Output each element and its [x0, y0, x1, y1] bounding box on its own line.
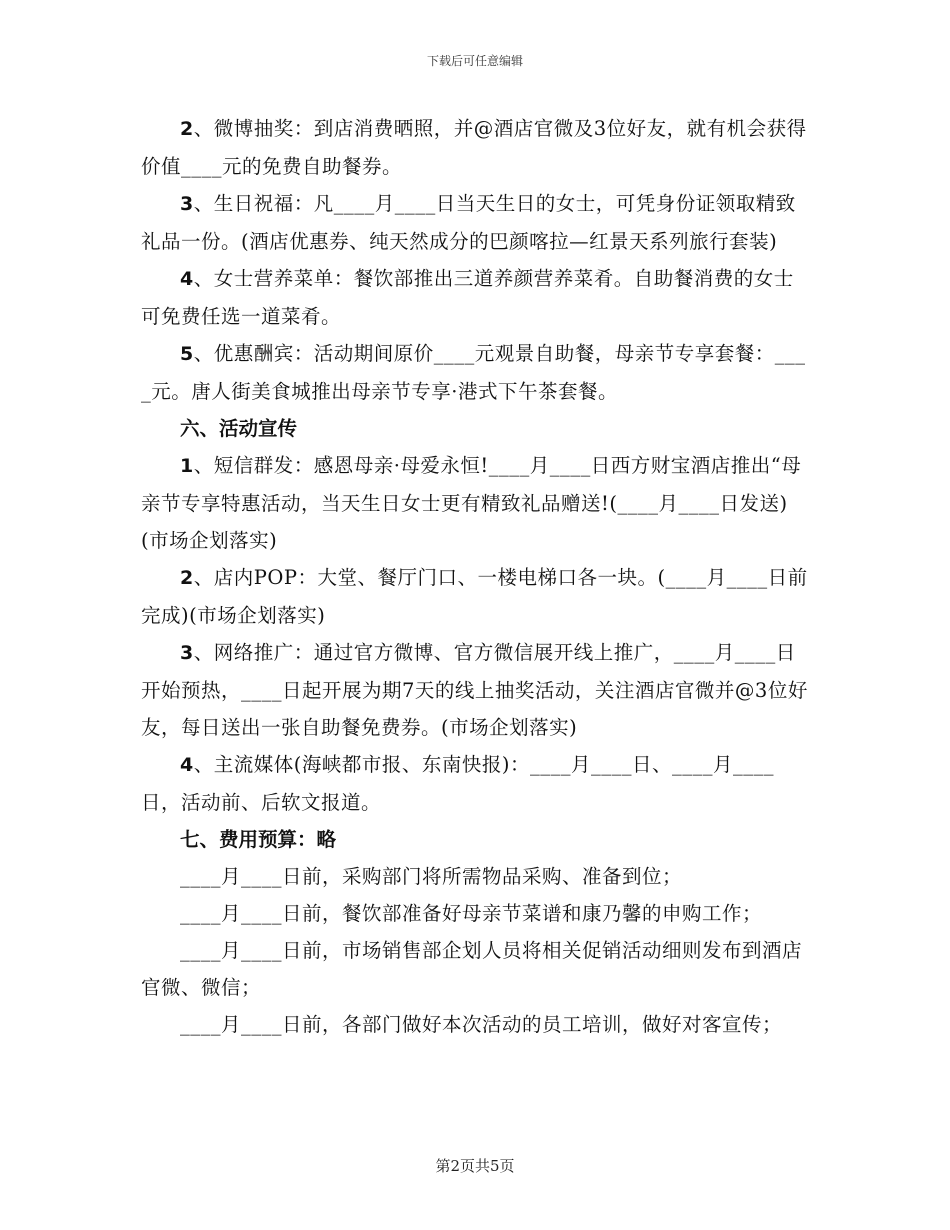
document-body	[141, 110, 813, 1043]
item-number: 3	[180, 193, 194, 215]
item-number: 1	[180, 455, 194, 477]
paragraph-online	[141, 634, 813, 746]
page-header: 下载后可任意编辑	[426, 54, 523, 68]
schedule-item: ____月____日前，餐饮部准备好母亲节菜谱和康乃馨的申购工作；	[180, 902, 763, 925]
page-footer: 第2页共5页	[435, 1157, 515, 1175]
section-heading-budget: 七、费用预算：略	[180, 828, 337, 851]
item-text: 、短信群发：感恩母亲·母爱永恒!____月____日西方财宝酒店推出“母亲节专享特惠活动，当天生日女士更有精致礼品赠送!(____月____日发送)(市场企划落实)	[141, 454, 802, 552]
item-number: 2	[180, 567, 194, 589]
paragraph-birthday-blessing	[141, 185, 813, 260]
schedule-item: ____月____日前，采购部门将所需物品采购、准备到位；	[180, 865, 683, 888]
paragraph-media	[141, 746, 813, 821]
item-text: 、店内POP：大堂、餐厅门口、一楼电梯口各一块。(____月____日前完成)(市场企划落实)	[141, 566, 808, 627]
item-text: 、主流媒体(海峡都市报、东南快报)：____月____日、____月____日，活动前、后软文报道。	[141, 753, 774, 814]
item-text: 、生日祝福：凡____月____日当天生日的女士，可凭身份证领取精致礼品一份。(酒店优惠券、纯天然成分的巴颜喀拉—红景天系列旅行套装)	[141, 192, 796, 253]
paragraph-pop	[141, 559, 813, 634]
item-number: 5	[180, 343, 194, 365]
item-number: 2	[180, 118, 194, 140]
item-text: 、女士营养菜单：餐饮部推出三道养颜营养菜肴。自助餐消费的女士可免费任选一道菜肴。	[141, 267, 794, 328]
schedule-item: ____月____日前，市场销售部企划人员将相关促销活动细则发布到酒店官微、微信；	[141, 939, 803, 999]
section-heading-promotion: 六、活动宣传	[180, 417, 298, 440]
item-number: 4	[180, 268, 194, 290]
item-number: 4	[180, 754, 194, 776]
paragraph-sms	[141, 447, 813, 559]
item-text: 、网络推广：通过官方微博、官方微信展开线上推广，____月____日开始预热，____日起开展为期7天的线上抽奖活动，关注酒店官微并@3位好友，每日送出一张自助餐免费券。(市场企划落实)	[141, 641, 808, 739]
item-text: 、微博抽奖：到店消费晒照，并@酒店官微及3位好友，就有机会获得价值____元的免费自助餐券。	[141, 117, 807, 178]
item-text: 、优惠酬宾：活动期间原价____元观景自助餐，母亲节专享套餐：____元。唐人街美食城推出母亲节专享·港式下午茶套餐。	[141, 342, 806, 403]
item-number: 3	[180, 642, 194, 664]
paragraph-nutrition-menu	[141, 260, 813, 335]
paragraph-weibo-lottery	[141, 110, 813, 185]
paragraph-discount	[141, 335, 813, 410]
schedule-item: ____月____日前，各部门做好本次活动的员工培训，做好对客宣传；	[180, 1013, 783, 1036]
